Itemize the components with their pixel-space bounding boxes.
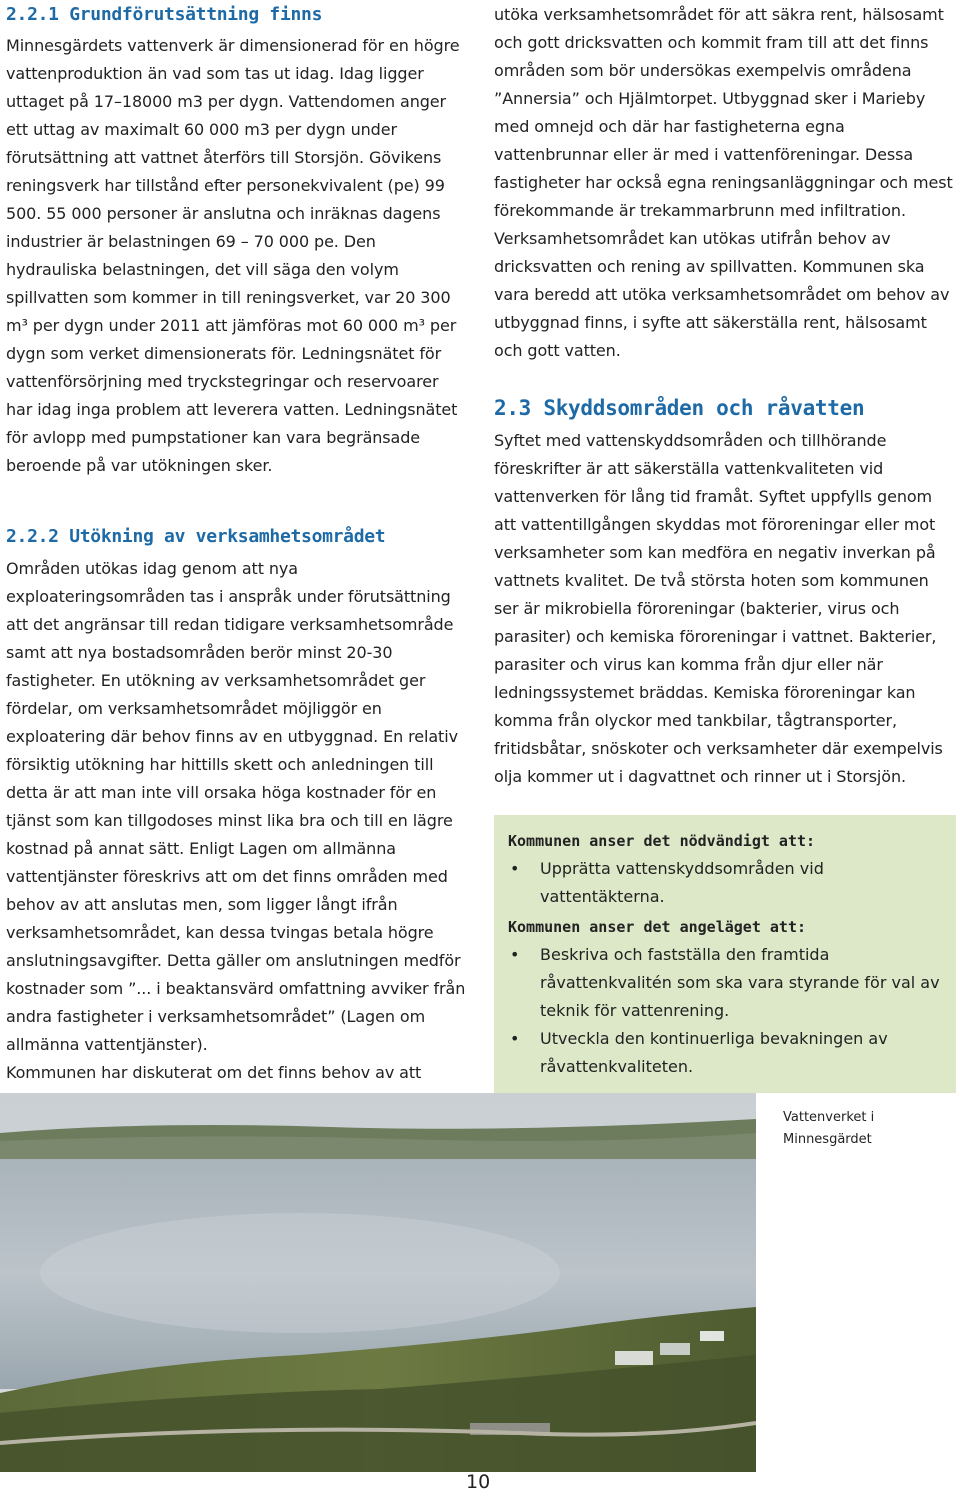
list-item-text: Beskriva och fastställa den framtida råvattenkvalitén som ska vara styrande för val av teknik för vattenrening. [540, 945, 940, 1020]
section-heading-2-2-1: 2.2.1 Grundförutsättning finns [6, 4, 323, 25]
paragraph-utokning: Områden utökas idag genom att nya exploateringsområden tas i anspråk under förutsättning att det angränsar till redan tidigare verksamhetsområde samt att nya bostadsområden berör minst 20-30 fastigheter. En utökning av verksamhetsområdet ger fördelar, om verksamhetsområdet möjliggör en exploatering där behov finns av en utbyggnad. En relativ försiktig utökning har hittills skett och anledningen till detta är att man inte vill orsaka höga kostnader för en tjänst som kan tillgodoses minst lika bra och till en lägre kostnad på annat sätt. Enligt Lagen om allmänna vattentjänster föreskrivs att om det finns områden med behov av att anslutas men, som ligger långt ifrån verksamhetsområdet, kan dessa tvingas betala högre anslutningsavgifter. Detta gäller om anslutningen medför kostnader som ”... i beaktansvärd omfattning avviker från andra fastigheter i verksamhetsområdet” (Lagen om allmänna vattentjänster). [6, 559, 466, 1054]
list-item [508, 855, 942, 911]
list-item [508, 1025, 942, 1081]
paragraph-skyddsomraden: Syftet med vattenskyddsområden och tillhörande föreskrifter är att säkerställa vattenkvaliteten vid vattenverken för lång tid framåt. Syftet uppfylls genom att vattentillgången skyddas mot föroreningar eller mot verksamheter som kan medföra en negativ inverkan på vattnets kvalitet. De två största hoten som kommunen ser är mikrobiella föroreningar (bakterier, virus och parasiter) och kemiska föroreningar i vattnet. Bakterier, parasiter och virus kan komma från djur eller när ledningssystemet bräddas. Kemiska föroreningar kan komma från olyckor med tankbilar, tågtransporter, fritidsbåtar, snöskoter och verksamheter där exempelvis olja kommer ut i dagvattnet och rinner ut i Storsjön. [494, 431, 943, 786]
list-item-text: Utveckla den kontinuerliga bevakningen av råvattenkvaliteten. [540, 1029, 888, 1076]
photo-caption: Vattenverket i Minnesgärdet [783, 1110, 875, 1147]
aerial-lake-photo [0, 1093, 756, 1472]
page-number: 10 [466, 1471, 491, 1493]
bullet-icon: • [510, 859, 520, 878]
section-heading-2-2-2: 2.2.2 Utökning av verksamhetsområdet [6, 526, 386, 547]
box-heading-nodvandigt: Kommunen anser det nödvändigt att: [508, 832, 816, 850]
paragraph-kommunen-diskuterat: Kommunen har diskuterat om det finns behov av att [6, 1063, 422, 1082]
list-nodvandigt [508, 855, 942, 911]
section-heading-2-3: 2.3 Skyddsområden och råvatten [494, 396, 865, 420]
list-item [508, 941, 942, 1025]
paragraph-grundforutsattning: Minnesgärdets vattenverk är dimensionerad för en högre vattenproduktion än vad som tas ut idag. Idag ligger uttaget på 17–18000 m3 per dygn. Vattendomen anger ett uttag av maximalt 60 000 m3 per dygn under förutsättning att vattnet återförs till Storsjön. Gövikens reningsverk har tillstånd efter personekvivalent (pe) 99 500. 55 000 personer är anslutna och inräknas dagens industrier är belastningen 69 – 70 000 pe. Den hydrauliska belastningen, det vill säga den volym spillvatten som kommer in till reningsverket, var 20 300 m³ per dygn under 2011 att jämföras mot 60 000 m³ per dygn som verket dimensionerats för. Ledningsnätet för vattenförsörjning med tryckstegringar och reservoarer har idag inga problem att leverera vatten. Ledningsnätet för avlopp med pumpstationer kan vara begränsade beroende på var utökningen sker. [6, 36, 460, 475]
list-angelaget [508, 941, 942, 1081]
bullet-icon: • [510, 945, 520, 964]
bullet-icon: • [510, 1029, 520, 1048]
right-column [494, 0, 956, 1093]
left-column [6, 0, 468, 1087]
box-heading-angelaget: Kommunen anser det angeläget att: [508, 918, 807, 936]
recommendation-box [494, 815, 956, 1093]
paragraph-utoka-verksamhetsomradet: utöka verksamhetsområdet för att säkra rent, hälsosamt och gott dricksvatten och kommit fram till att det finns områden som bör undersökas exempelvis områdena ”Annersia” och Hjälmtorpet. Utbyggnad sker i Marieby med omnejd och där har fastigheterna egna vattenbrunnar eller är med i vattenföreningar. Dessa fastigheter har också egna reningsanläggningar och mest förekommande är trekammarbrunn med infiltration. Verksamhetsområdet kan utökas utifrån behov av dricksvatten och rening av spillvatten. Kommunen ska vara beredd att utöka verksamhetsområdet om behov av utbyggnad finns, i syfte att säkerställa rent, hälsosamt och gott vatten. [494, 5, 953, 360]
list-item-text: Upprätta vattenskyddsområden vid vattentäkterna. [540, 859, 824, 906]
